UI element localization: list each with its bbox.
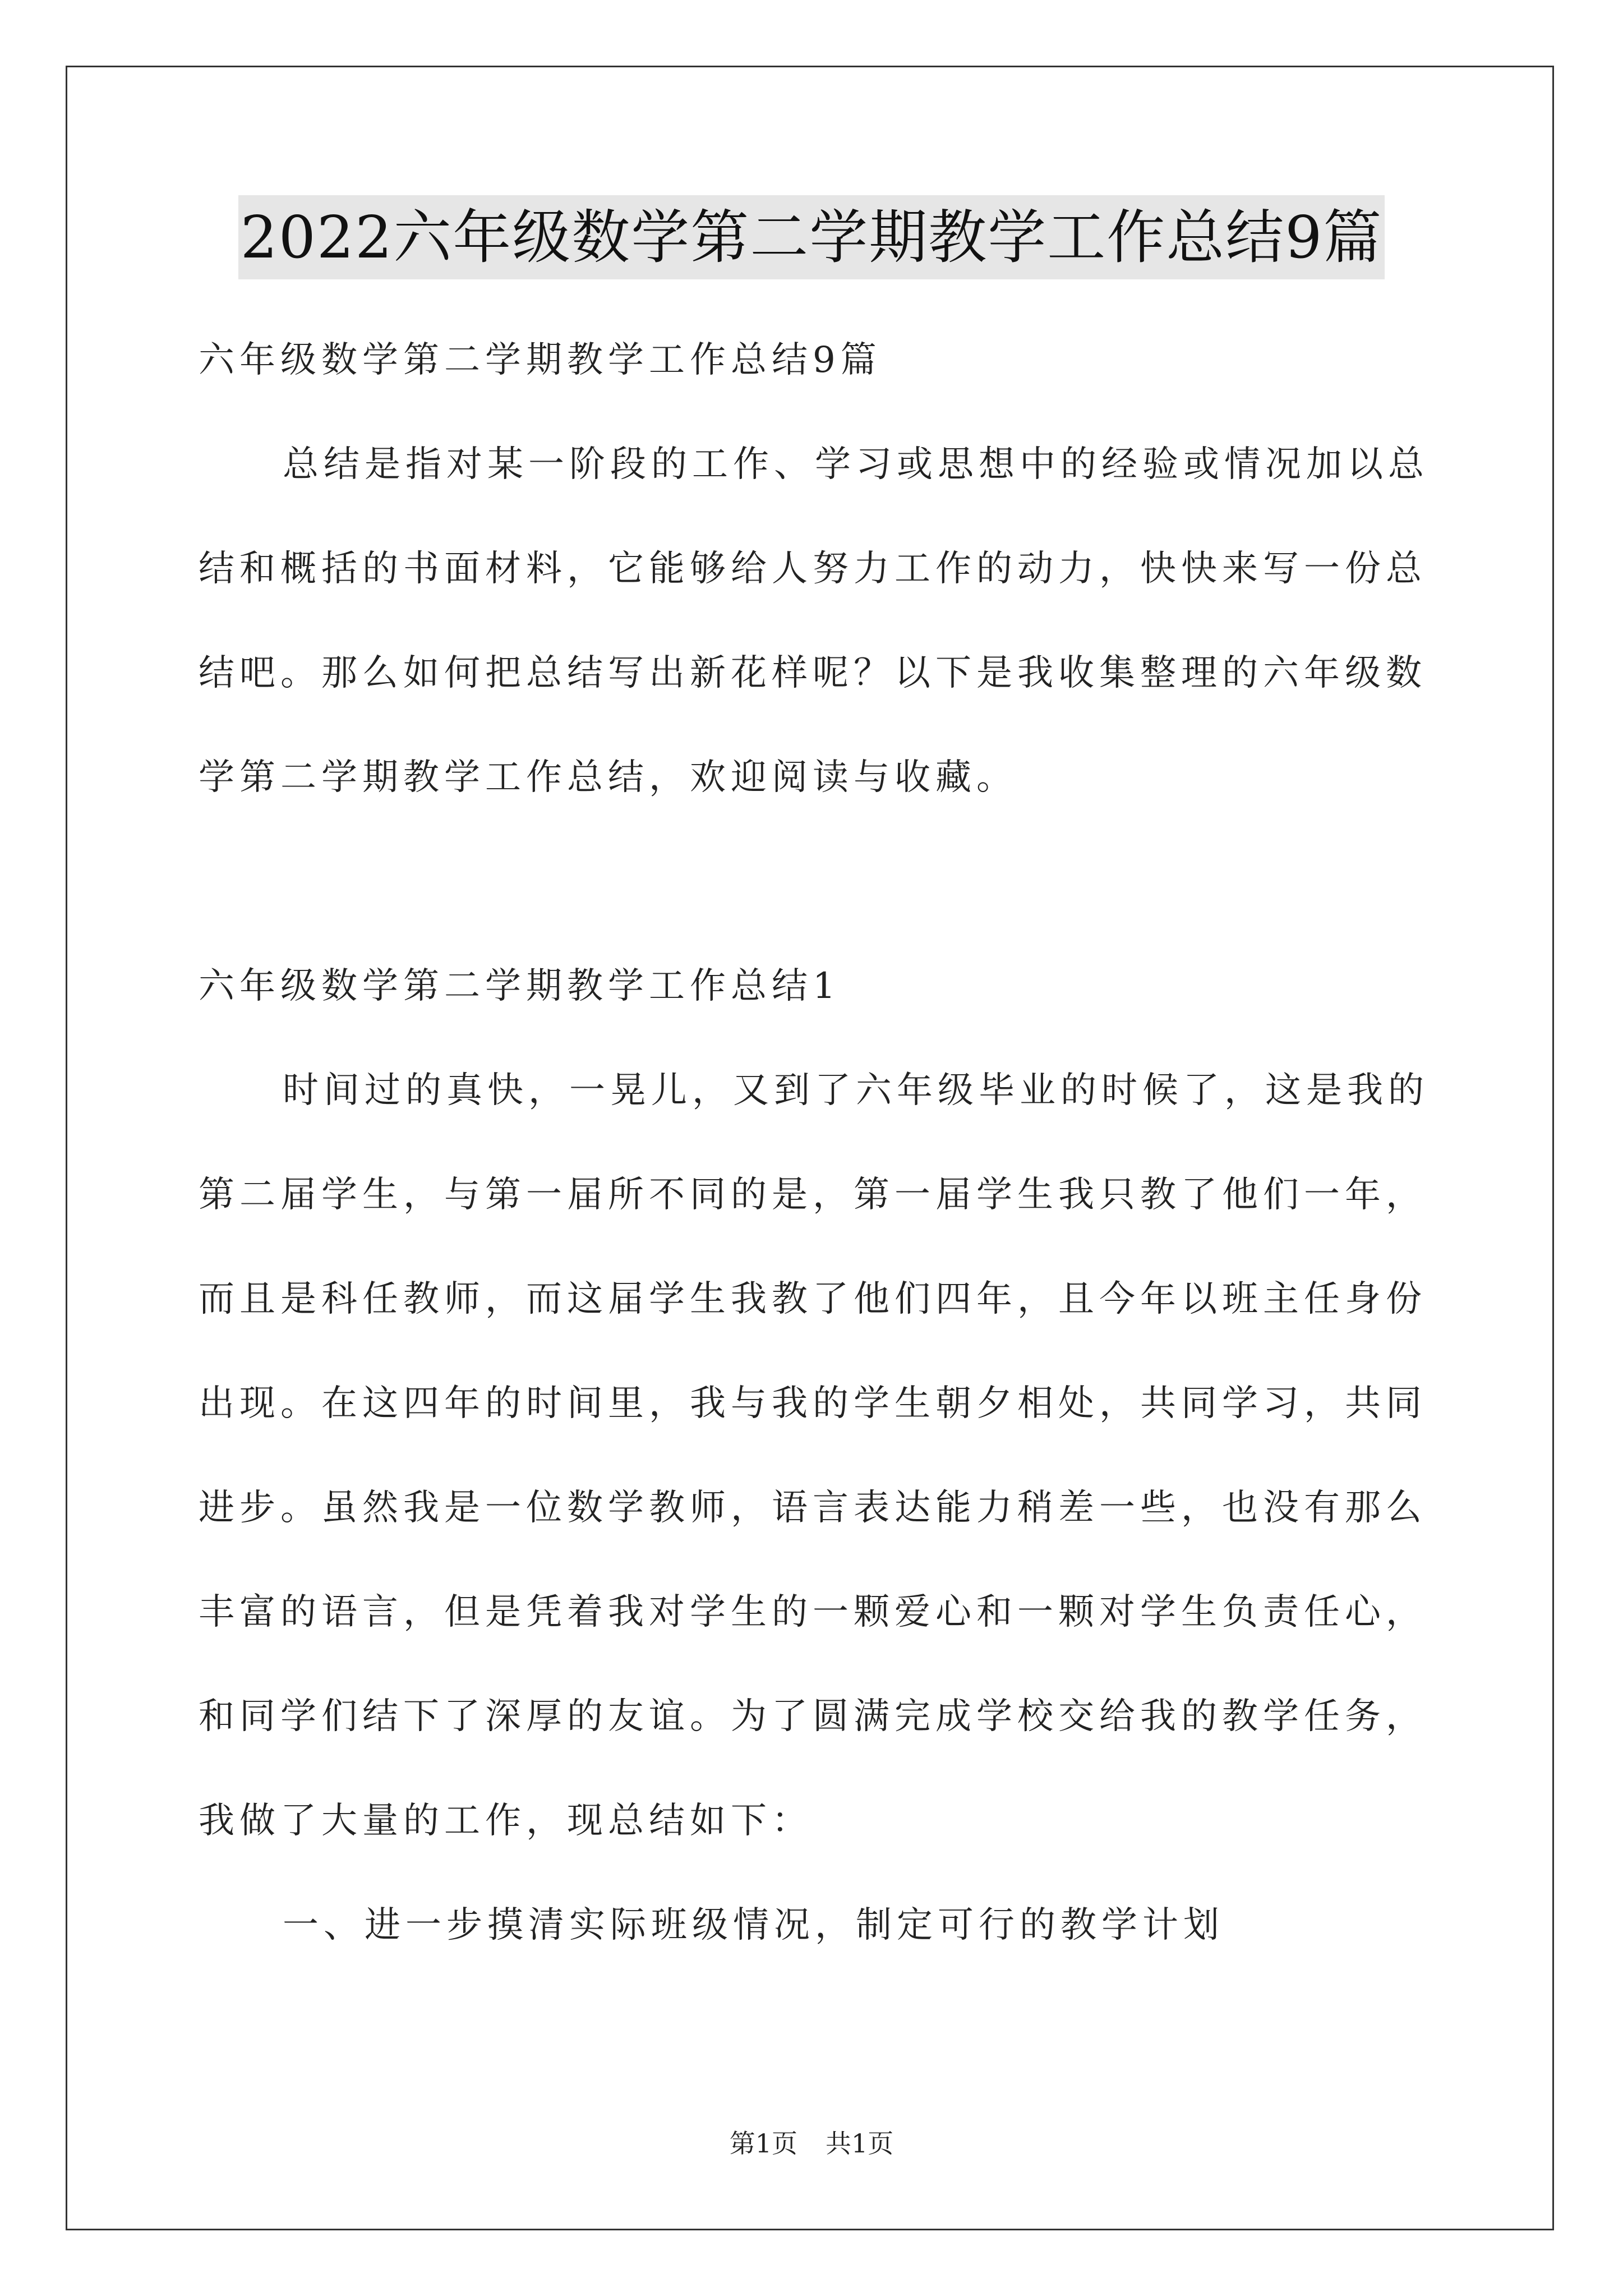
page-total: 共1页 [826, 2128, 894, 2159]
section-heading: 六年级数学第二学期教学工作总结1 [199, 965, 841, 1007]
page-number: 第1页 [729, 2128, 797, 2159]
document-body [199, 308, 1430, 1977]
document-title: 2022六年级数学第二学期教学工作总结9篇 [238, 195, 1385, 279]
paragraph-gap [199, 830, 1430, 934]
point-heading: 一、进一步摸清实际班级情况，制定可行的教学计划 [283, 1904, 1224, 1946]
section-paragraph: 时间过的真快，一晃儿，又到了六年级毕业的时候了，这是我的第二届学生，与第一届所不同的是，第一届学生我只教了他们一年，而且是科任教师，而这届学生我教了他们四年，且今年以班主任身份出现。在这四年的时间里，我与我的学生朝夕相处，共同学习，共同进步。虽然我是一位数学教师，语言表达能力稍差一些，也没有那么丰富的语言，但是凭着我对学生的一颗爱心和一颗对学生负责任心，和同学们结下了深厚的友谊。为了圆满完成学校交给我的教学任务，我做了大量的工作，现总结如下： [199, 1070, 1429, 1842]
intro-paragraph: 总结是指对某一阶段的工作、学习或思想中的经验或情况加以总结和概括的书面材料，它能够给人努力工作的动力，快快来写一份总结吧。那么如何把总结写出新花样呢？以下是我收集整理的六年级数学第二学期教学工作总结，欢迎阅读与收藏。 [199, 444, 1429, 798]
document-subtitle: 六年级数学第二学期教学工作总结9篇 [199, 339, 882, 381]
page-footer [0, 2123, 1623, 2160]
title-area [0, 195, 1623, 279]
